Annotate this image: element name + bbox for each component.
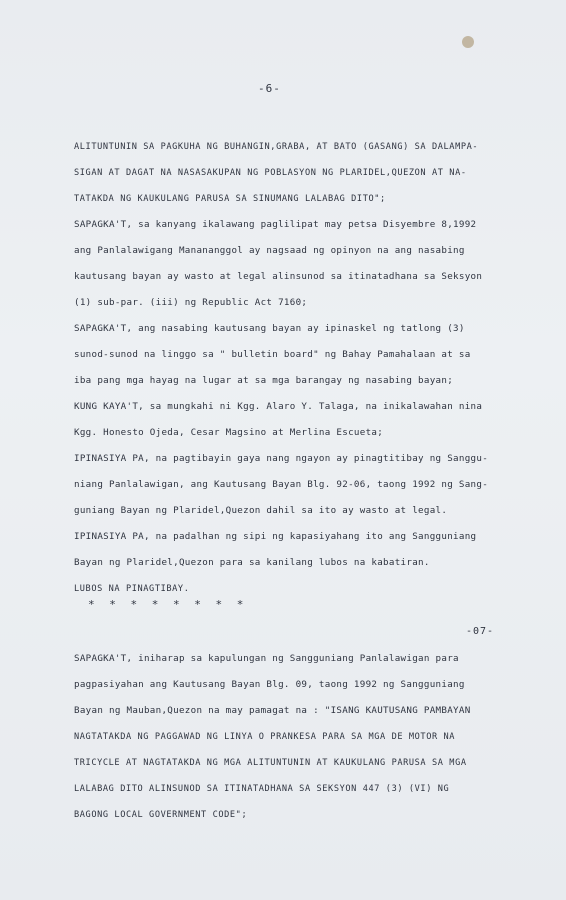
document-line: BAGONG LOCAL GOVERNMENT CODE"; — [74, 810, 248, 820]
document-line: Bayan ng Plaridel,Quezon para sa kanilang lubos na kabatiran. — [74, 557, 430, 568]
page-number: -6- — [258, 82, 281, 95]
document-line: LALABAG DITO ALINSUNOD SA ITINATADHANA SA SEKSYON 447 (3) (VI) NG — [74, 784, 450, 794]
punch-hole-mark — [462, 36, 474, 48]
document-line: Kgg. Honesto Ojeda, Cesar Magsino at Merlina Escueta; — [74, 427, 384, 438]
document-line: Bayan ng Mauban,Quezon na may pamagat na : "ISANG KAUTUSANG PAMBAYAN — [74, 705, 471, 716]
document-line: TATAKDA NG KAUKULANG PARUSA SA SINUMANG LALABAG DITO"; — [74, 194, 386, 204]
document-line: pagpasiyahan ang Kautusang Bayan Blg. 09, taong 1992 ng Sangguniang — [74, 679, 465, 690]
document-line: SIGAN AT DAGAT NA NASASAKUPAN NG POBLASYON NG PLARIDEL,QUEZON AT NA- — [74, 168, 467, 178]
document-line: SAPAGKA'T, ang nasabing kautusang bayan ay ipinaskel ng tatlong (3) — [74, 323, 465, 334]
document-line: IPINASIYA PA, na pagtibayin gaya nang ngayon ay pinagtitibay ng Sanggu- — [74, 453, 489, 464]
document-line: ALITUNTUNIN SA PAGKUHA NG BUHANGIN,GRABA, AT BATO (GASANG) SA DALAMPA- — [74, 142, 479, 152]
document-line: IPINASIYA PA, na padalhan ng sipi ng kapasiyahang ito ang Sangguniang — [74, 531, 477, 542]
document-line: sunod-sunod na linggo sa " bulletin board" ng Bahay Pamahalaan at sa — [74, 349, 471, 360]
section-number: -07- — [466, 626, 495, 637]
document-line: iba pang mga hayag na lugar at sa mga barangay ng nasabing bayan; — [74, 375, 454, 386]
document-line: SAPAGKA'T, sa kanyang ikalawang paglilipat may petsa Disyembre 8,1992 — [74, 219, 477, 230]
document-line: NAGTATAKDA NG PAGGAWAD NG LINYA O PRANKESA PARA SA MGA DE MOTOR NA — [74, 732, 456, 742]
document-line: kautusang bayan ay wasto at legal alinsunod sa itinatadhana sa Seksyon — [74, 271, 483, 282]
document-line: (1) sub-par. (iii) ng Republic Act 7160; — [74, 297, 308, 308]
section-separator: * * * * * * * * — [88, 598, 248, 611]
document-line: ang Panlalawigang Manananggol ay nagsaad ng opinyon na ang nasabing — [74, 245, 465, 256]
document-line: LUBOS NA PINAGTIBAY. — [74, 584, 190, 594]
document-line: TRICYCLE AT NAGTATAKDA NG MGA ALITUNTUNIN AT KAUKULANG PARUSA SA MGA — [74, 758, 467, 768]
document-line: guniang Bayan ng Plaridel,Quezon dahil sa ito ay wasto at legal. — [74, 505, 448, 516]
document-line: niang Panlalawigan, ang Kautusang Bayan Blg. 92-06, taong 1992 ng Sang- — [74, 479, 489, 490]
document-line: KUNG KAYA'T, sa mungkahi ni Kgg. Alaro Y. Talaga, na inikalawahan nina — [74, 401, 483, 412]
document-line: SAPAGKA'T, iniharap sa kapulungan ng Sangguniang Panlalawigan para — [74, 653, 459, 664]
